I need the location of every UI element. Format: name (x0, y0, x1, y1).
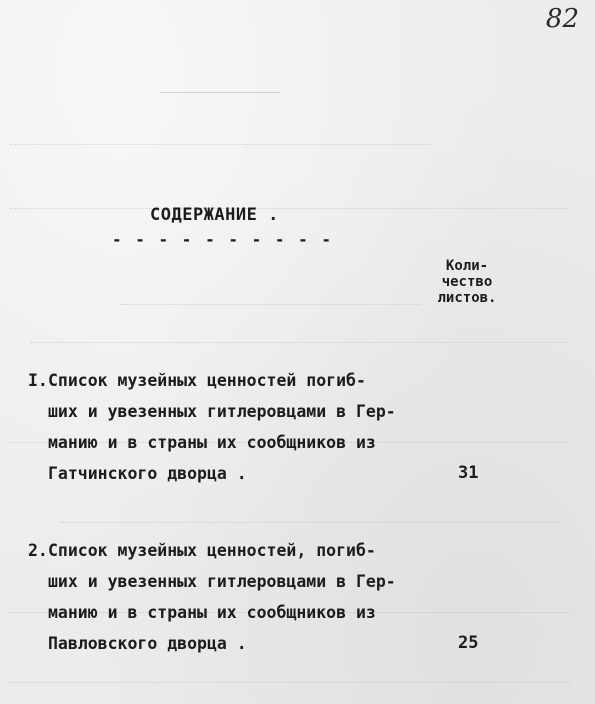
entry-line: Список музейных ценностей погиб- (48, 371, 366, 390)
quantity-column-header (428, 258, 506, 306)
entry-sheet-count: 25 (458, 633, 479, 653)
entry-line: ших и увезенных гитлеровцами в Гер- (48, 572, 396, 591)
quantity-header-line: Коли- (445, 258, 489, 274)
contents-entry (28, 365, 568, 495)
entry-line: Павловского дворца . (48, 634, 247, 653)
folio-number: 82 (545, 4, 579, 34)
entry-number: I. (28, 371, 48, 390)
entry-sheet-count: 31 (458, 463, 479, 483)
quantity-header-line: чество (441, 274, 493, 290)
entry-line: манию и в страны их сообщников из (48, 603, 376, 622)
title-underline: - - - - - - - - - - (112, 230, 334, 249)
entry-description (48, 535, 448, 659)
entry-line: ших и увезенных гитлеровцами в Гер- (48, 402, 396, 421)
entry-description (48, 365, 448, 489)
entry-line: Список музейных ценностей, погиб- (48, 541, 376, 560)
contents-entry (28, 535, 568, 665)
entry-number: 2. (28, 541, 48, 560)
entry-line: Гатчинского дворца . (48, 464, 247, 483)
page-title: СОДЕРЖАНИЕ . (150, 205, 279, 225)
quantity-header-line: листов. (437, 290, 497, 306)
entry-line: манию и в страны их сообщников из (48, 433, 376, 452)
